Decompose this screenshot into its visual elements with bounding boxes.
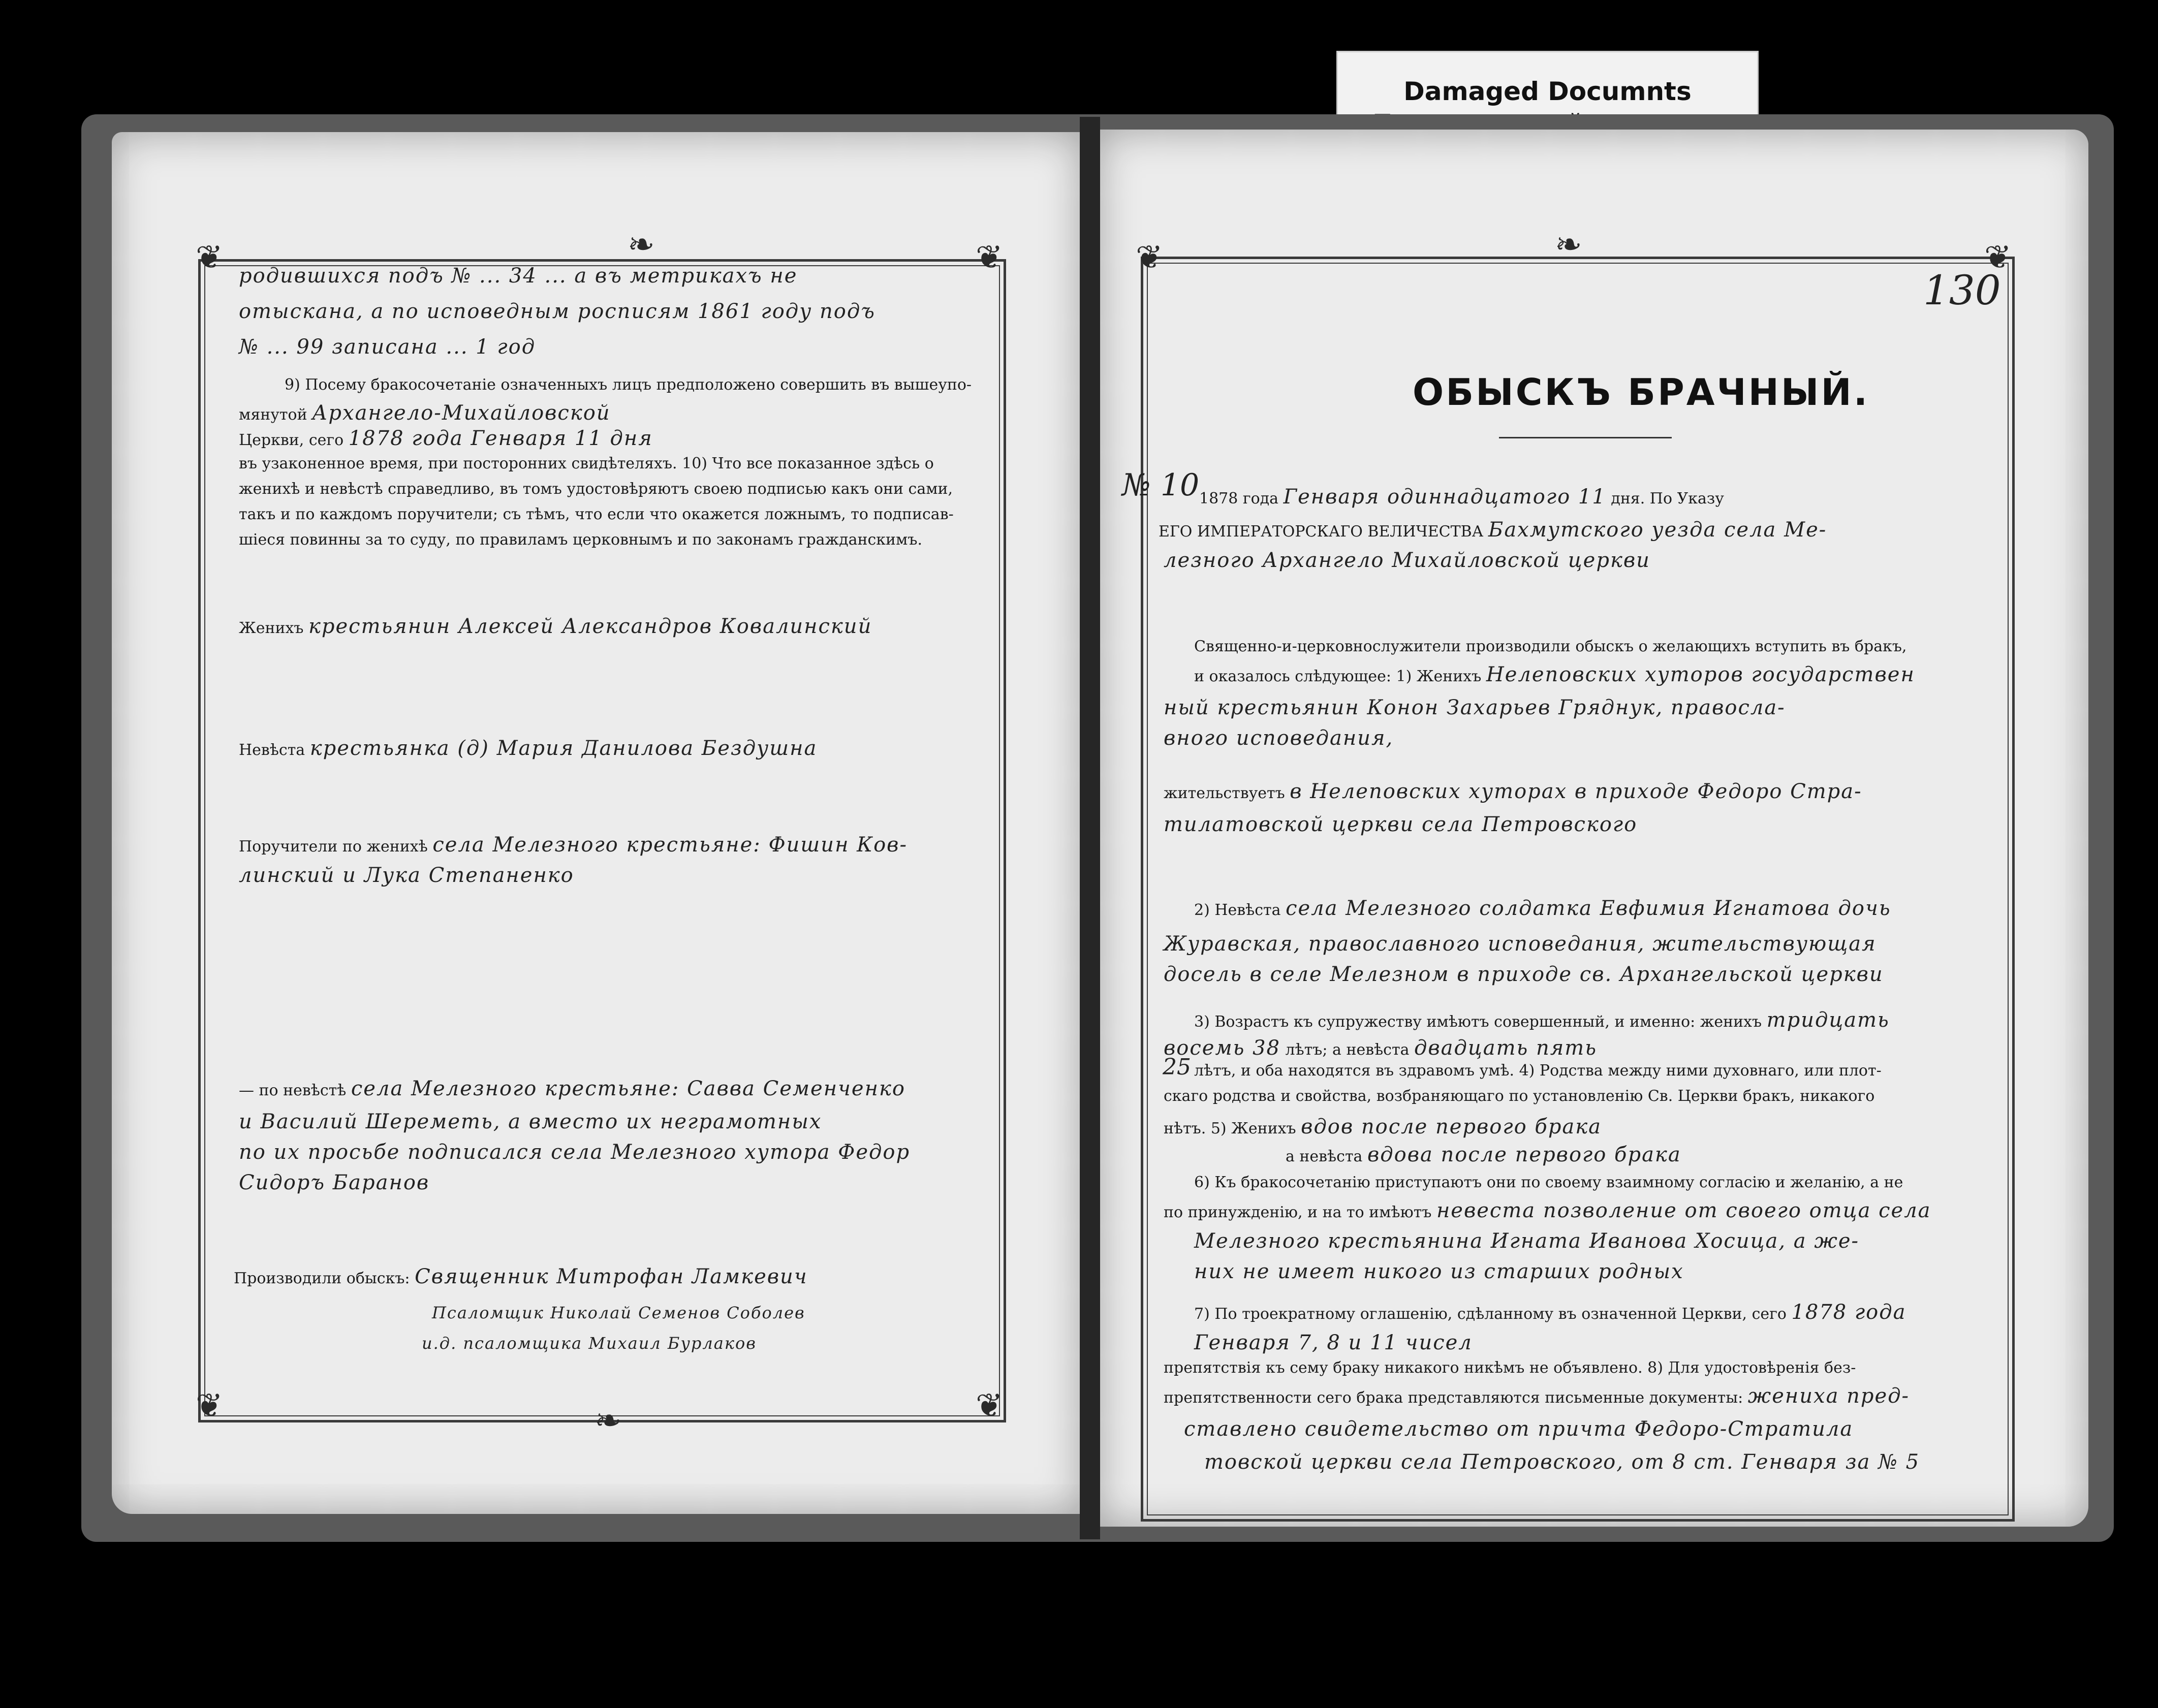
handwritten-line: отыскана, а по исповедным росписям 1861 году подъ <box>239 300 875 323</box>
groom-row <box>239 615 872 638</box>
bride-age-handwritten: двадцать пять <box>1414 1036 1597 1060</box>
bride-sureties-names: по их просьбе подписался села Мелезного хутора Федор <box>239 1141 911 1164</box>
consent-handwritten: Мелезного крестьянина Игната Иванова Хосица, а же- <box>1194 1229 1860 1253</box>
printed-text: по принужденію, и на то имѣютъ <box>1164 1204 1432 1221</box>
paragraph-6-line <box>1164 1199 1931 1222</box>
paragraph-3-line <box>1194 1008 1890 1032</box>
documents-handwritten: жениха пред- <box>1747 1384 1910 1408</box>
corner-ornament-icon: ❦ <box>976 239 1003 276</box>
paragraph-9-line <box>239 401 611 425</box>
consent-handwritten: них не имеет никого из старших родных <box>1194 1260 1684 1283</box>
bride-handwritten: досель в селе Мелезном в приходе св. Архангельской церкви <box>1164 963 1884 986</box>
year-text: 1878 года <box>1199 490 1279 508</box>
printed-text: препятственности сего брака представляются письменные документы: <box>1164 1389 1743 1407</box>
book-gutter <box>1080 117 1100 1539</box>
record-number: № 10 <box>1122 467 1200 503</box>
paragraph-2-line <box>1194 897 1891 920</box>
margin-note: 25 <box>1163 1054 1191 1080</box>
title-divider <box>1499 437 1672 438</box>
page-number: 130 <box>1923 267 2001 314</box>
printed-text: лѣтъ; а невѣста <box>1285 1041 1410 1059</box>
printed-text: Церкви, сего <box>239 431 344 449</box>
church-handwritten: лезного Архангело Михайловской церкви <box>1164 549 1650 572</box>
church-name: Архангело-Михайловской <box>312 401 611 425</box>
printed-text: 3) Возрастъ къ супружеству имѣютъ совершенный, и именно: женихъ <box>1194 1013 1762 1031</box>
bride-sureties-names: Сидоръ Баранов <box>239 1171 430 1194</box>
groom-age-handwritten: тридцать <box>1766 1008 1890 1032</box>
corner-ornament-icon: ❦ <box>1984 239 2012 276</box>
bride-sureties-names: села Мелезного крестьяне: Савва Семенченко <box>351 1077 905 1100</box>
corner-ornament-icon: ❦ <box>196 239 223 276</box>
printed-text: 7) По троекратному оглашенію, сдѣланному въ означенной Церкви, сего <box>1194 1305 1787 1323</box>
residence-handwritten: тилатовской церкви села Петровского <box>1164 813 1638 836</box>
bride-sureties-names: и Василий Шереметь, а вместо их неграмотных <box>239 1110 822 1133</box>
bride-handwritten: Журавская, православного исповедания, жительствующая <box>1164 932 1876 956</box>
date-line <box>1199 485 1724 509</box>
printed-text: дня. По Указу <box>1611 490 1724 508</box>
bottom-ornament-icon: ❧ <box>595 1402 622 1440</box>
printed-text: а невѣста <box>1286 1148 1363 1165</box>
paragraph-9-line: шіеся повинны за то суду, по правиламъ церковнымъ и по законамъ гражданскимъ. <box>239 531 923 549</box>
decree-line <box>1159 518 1827 542</box>
banns-dates-handwritten: Генваря 7, 8 и 11 чисел <box>1194 1331 1473 1354</box>
printed-text: ЕГО ИМПЕРАТОРСКАГО ВЕЛИЧЕСТВА <box>1159 523 1484 541</box>
paragraph-9-line: 9) Посему бракосочетаніе означенныхъ лицъ предположено совершить въ вышеупо- <box>285 376 972 394</box>
bride-status-handwritten: вдова после первого брака <box>1367 1143 1681 1166</box>
groom-sureties-row <box>239 833 908 857</box>
paragraph-8-line: препятствія къ сему браку никакого никѣмъ не объявлено. 8) Для удостовѣренія без- <box>1164 1359 1856 1377</box>
date-handwritten: Генваря одиннадцатого 11 <box>1283 485 1606 509</box>
paragraph-4-line: скаго родства и свойства, возбраняющаго по установленію Св. Церкви бракъ, никакого <box>1164 1087 1875 1105</box>
paragraph-9-line: такъ и по каждомъ поручители; съ тѣмъ, что если что окажется ложнымъ, то подписав- <box>239 505 954 523</box>
groom-handwritten: вного исповедания, <box>1164 726 1394 750</box>
bride-name: крестьянка (д) Мария Данилова Бездушна <box>309 737 818 760</box>
documents-handwritten: ставлено свидетельство от причта Федоро-Стратила <box>1184 1417 1854 1441</box>
corner-ornament-icon: ❦ <box>196 1387 223 1425</box>
documents-handwritten: товской церкви села Петровского, от 8 ст. Генваря за № 5 <box>1204 1450 1920 1474</box>
groom-name: крестьянин Алексей Александров Ковалинский <box>308 615 872 638</box>
wedding-date: 1878 года Генваря 11 дня <box>348 427 653 450</box>
groom-age-handwritten: восемь 38 <box>1164 1036 1280 1060</box>
label-english: Damaged Documnts <box>1403 77 1692 106</box>
corner-ornament-icon: ❦ <box>1136 239 1163 276</box>
printed-text: нѣтъ. 5) Женихъ <box>1164 1120 1296 1137</box>
paragraph-5-line <box>1164 1115 1602 1138</box>
groom-label: Женихъ <box>239 619 304 637</box>
bride-label: Невѣста <box>239 741 305 759</box>
consent-handwritten: невеста позволение от своего отца села <box>1436 1199 1931 1222</box>
printed-text: мянутой <box>239 406 307 424</box>
search-conducted-row <box>234 1265 808 1288</box>
bride-sureties-label: — по невѣстѣ <box>239 1082 347 1099</box>
top-ornament-icon: ❧ <box>1555 226 1582 264</box>
residence-line <box>1164 780 1862 803</box>
paragraph-1-line <box>1194 663 1915 686</box>
search-conducted-label: Производили обыскъ: <box>234 1270 410 1287</box>
paragraph-8-line <box>1164 1384 1910 1408</box>
paragraph-1-line: Священно-и-церковнослужители производили обыскъ о желающихъ вступить въ бракъ, <box>1194 638 1907 655</box>
groom-handwritten: Нелеповских хуторов государствен <box>1486 663 1915 686</box>
priest-signature: Священник Митрофан Ламкевич <box>415 1265 808 1288</box>
psalmist-signature: Псаломщик Николай Семенов Соболев <box>432 1303 805 1322</box>
banns-year-handwritten: 1878 года <box>1791 1301 1906 1324</box>
groom-sureties-label: Поручители по женихѣ <box>239 838 428 856</box>
paragraph-3-line: лѣтъ, и оба находятся въ здравомъ умѣ. 4) Родства между ними духовнаго, или плот- <box>1194 1062 1882 1080</box>
paragraph-3-line <box>1164 1036 1597 1060</box>
corner-ornament-icon: ❦ <box>976 1387 1003 1425</box>
bride-handwritten: села Мелезного солдатка Евфимия Игнатова дочь <box>1286 897 1891 920</box>
paragraph-9-line: женихѣ и невѣстѣ справедливо, въ томъ удостовѣряютъ своею подписью какъ они сами, <box>239 480 953 498</box>
printed-text: и оказалось слѣдующее: 1) Женихъ <box>1194 668 1482 685</box>
groom-sureties-names: села Мелезного крестьяне: Фишин Ков- <box>432 833 908 857</box>
bride-sureties-row <box>239 1077 905 1100</box>
handwritten-line: родившихся подъ № ... 34 ... а въ метрикахъ не <box>239 264 798 288</box>
printed-text: 2) Невѣста <box>1194 901 1281 919</box>
printed-text: жительствуетъ <box>1164 784 1285 802</box>
bride-row <box>239 737 817 760</box>
groom-status-handwritten: вдов после первого брака <box>1301 1115 1602 1138</box>
handwritten-line: № ... 99 записана ... 1 год <box>239 335 536 359</box>
uyezd-handwritten: Бахмутского уезда села Ме- <box>1488 518 1827 542</box>
paragraph-6-line: 6) Къ бракосочетанію приступаютъ они по своему взаимному согласію и желанію, а не <box>1194 1174 1903 1191</box>
acting-psalmist-signature: и.д. псаломщика Михаил Бурлаков <box>422 1334 757 1353</box>
paragraph-9-line: въ узаконенное время, при посторонних свидѣтеляхъ. 10) Что все показанное здѣсь о <box>239 455 934 472</box>
paragraph-5-line <box>1286 1143 1681 1166</box>
groom-sureties-names: линский и Лука Степаненко <box>239 864 574 887</box>
document-title: ОБЫСКЪ БРАЧНЫЙ. <box>1413 371 1870 414</box>
groom-handwritten: ный крестьянин Конон Захарьев Гряднук, правосла- <box>1164 696 1786 719</box>
paragraph-9-line <box>239 427 653 450</box>
paragraph-7-line <box>1194 1301 1906 1324</box>
top-ornament-icon: ❧ <box>628 226 655 264</box>
residence-handwritten: в Нелеповских хуторах в приходе Федоро Стра- <box>1290 780 1862 803</box>
